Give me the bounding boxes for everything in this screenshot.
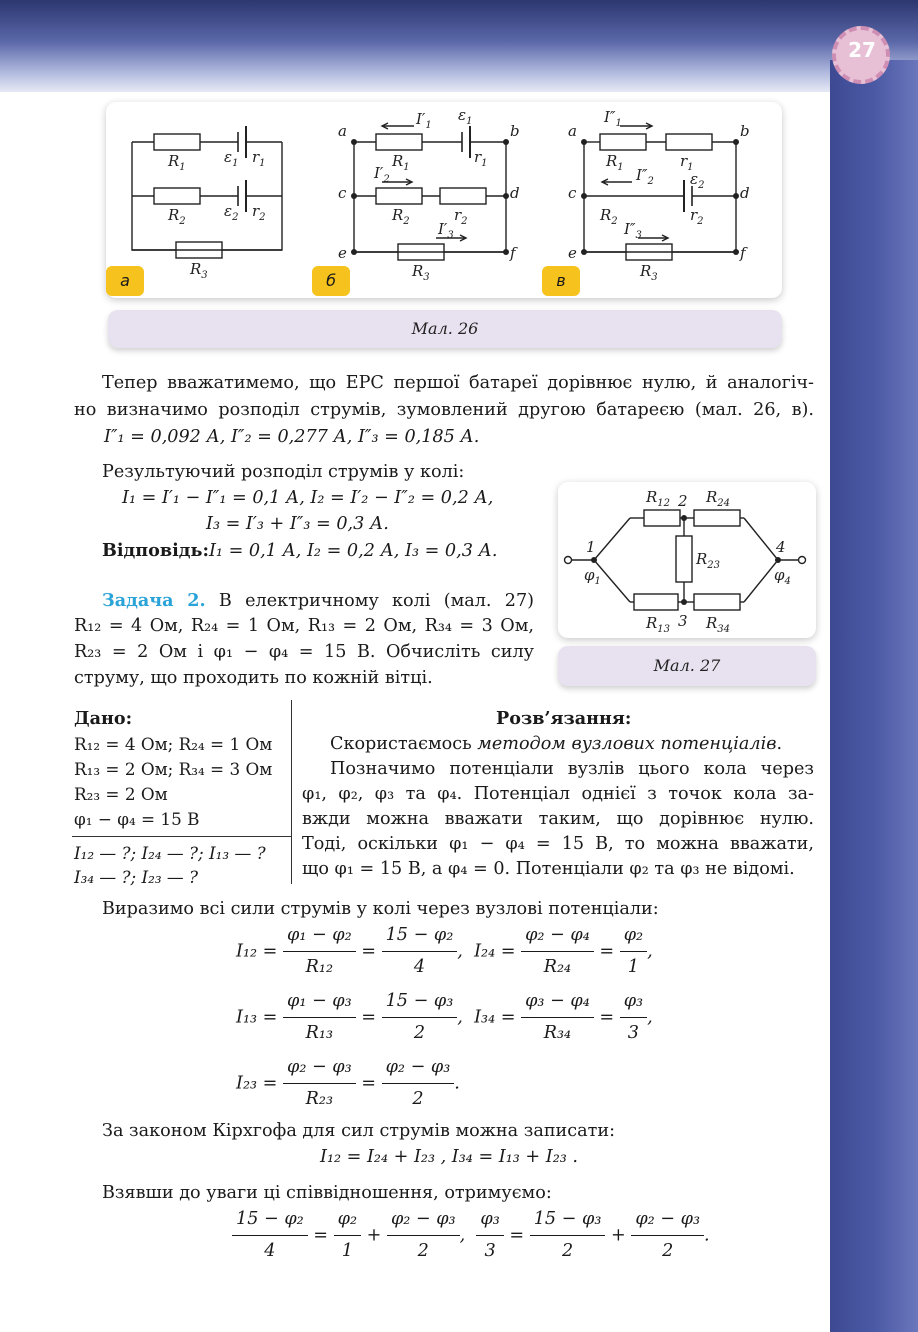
formula-I23-label: I₂₃: [236, 1073, 258, 1094]
svg-text:R1: $R_1$: [392, 152, 410, 173]
denominator: 3: [484, 1241, 496, 1261]
numerator: φ₂ − φ₃: [387, 1206, 460, 1236]
svg-text:φ1: $\varphi_1$: [584, 566, 601, 587]
numerator: φ₁ − φ₃: [283, 988, 356, 1018]
numerator: φ₃ − φ₄: [521, 988, 594, 1018]
answer-line: [102, 537, 497, 565]
svg-text:I″3: $I''_3$: [624, 220, 642, 241]
denominator: 1: [627, 957, 639, 977]
numerator: φ₃: [620, 988, 647, 1018]
svg-text:ε1: $\varepsilon_1$: [458, 106, 473, 127]
svg-text:f: f: [510, 244, 516, 262]
denominator: 2: [662, 1241, 674, 1261]
numerator: φ₃: [476, 1206, 503, 1236]
denominator: 1: [341, 1241, 353, 1261]
svg-text:c: c: [338, 184, 347, 202]
given-divider-horizontal: [72, 836, 292, 837]
svg-text:1: 1: [586, 538, 596, 556]
find-line-1: I₁₂ — ?; I₂₄ — ?; I₁₃ — ?: [74, 843, 266, 863]
solution-line-1-a: Скористаємось: [330, 734, 478, 754]
numerator: φ₂ − φ₃: [382, 1054, 455, 1084]
fraction: [382, 988, 458, 1047]
solution-line-3: φ₁, φ₂, φ₃ та φ₄. Потенціал однієї з точок кола за-: [302, 784, 814, 804]
fraction: [232, 1206, 308, 1265]
denominator: R₂₃: [305, 1089, 334, 1109]
denominator: 2: [413, 1023, 426, 1043]
figure-26-tag-v: в: [542, 266, 580, 296]
header-banner: [0, 0, 918, 92]
circuit-b: [338, 106, 520, 283]
svg-text:R2: $R_2$: [168, 206, 186, 227]
task-2-label: Задача 2.: [102, 590, 206, 611]
solution-title: Розв’язання:: [496, 708, 632, 729]
fraction: [631, 1206, 704, 1265]
svg-text:b: b: [510, 122, 520, 140]
final-equations: $\frac{\text{15 − φ₂}}{4}$ = $\frac{\text{φ₂}}{1}$ + $\frac{\text{φ₂ − φ₃}}{2}$ , $\frac{\text{φ₃}}{3}$ = $\frac{\text{15 − φ₃}}{2}$ + $\frac{\text{φ₂ − φ₃}}{2}$ .: [232, 1206, 710, 1265]
task-2-line-2: R₁₂ = 4 Ом, R₂₄ = 1 Ом, R₁₃ = 2 Ом, R₃₄ = 3 Ом,: [74, 616, 534, 636]
taking-line: Взявши до уваги ці співвідношення, отримуємо:: [102, 1183, 552, 1203]
svg-text:R2: $R_2$: [392, 206, 410, 227]
para-2-line-2: I₁ = I′₁ − I″₁ = 0,1 А, I₂ = I′₂ − I″₂ = 0,2 А,: [122, 488, 494, 508]
para-1-line-1: Тепер вважатимемо, що ЕРС першої батареї дорівнює нулю, й аналогіч-: [102, 373, 814, 393]
task-2-line-3: R₂₃ = 2 Ом і φ₁ − φ₄ = 15 В. Обчисліть силу: [74, 642, 534, 662]
fraction: [620, 922, 647, 981]
svg-text:r1: $r_1$: [252, 148, 266, 169]
fraction: [283, 922, 356, 981]
fraction: [283, 988, 356, 1047]
figure-26-caption: Мал. 26: [108, 310, 782, 348]
svg-text:ε2: $\varepsilon_2$: [690, 170, 705, 191]
svg-text:R24: $R_{24}$: [706, 488, 731, 509]
svg-text:ε2: $\varepsilon_2$: [224, 202, 239, 223]
task-2-intro: В електричному колі (мал. 27): [218, 591, 535, 611]
fraction: [521, 988, 594, 1047]
formula-row-1: I₁₂ = $\frac{\text{φ₁ − φ₂}}{\text{R₁₂}}$ = $\frac{\text{15 − φ₂}}{4}$ , I₂₄ = $\frac{\text{φ₂ − φ₄}}{\text{R₂₄}}$ = $\frac{\text{φ₂}}{1}$ ,: [236, 922, 653, 981]
svg-text:R3: $R_3$: [640, 262, 658, 283]
numerator: φ₂: [334, 1206, 361, 1236]
denominator: 4: [264, 1241, 276, 1261]
solution-line-1-c: .: [776, 734, 783, 754]
numerator: φ₁ − φ₂: [283, 922, 356, 952]
task-2-line-1: [102, 587, 534, 615]
figure-27-diagram: [558, 482, 816, 638]
solution-line-4: вжди можна вважати таким, що дорівнює нулю.: [302, 809, 814, 829]
denominator: R₃₄: [543, 1023, 572, 1043]
figure-26-tag-b: б: [312, 266, 350, 296]
svg-text:d: d: [510, 184, 520, 202]
svg-text:3: 3: [678, 612, 688, 630]
formula-I13-label: I₁₃: [236, 1007, 258, 1028]
numerator: φ₂ − φ₃: [283, 1054, 356, 1084]
fraction: [283, 1054, 356, 1113]
svg-text:4: 4: [776, 538, 786, 556]
svg-text:R13: $R_{13}$: [646, 614, 671, 635]
express-line: Виразимо всі сили струмів у колі через вузлові потенціали:: [102, 899, 659, 919]
given-line-4: φ₁ − φ₄ = 15 В: [74, 809, 200, 829]
svg-text:R34: $R_{34}$: [706, 614, 731, 635]
answer-value: I₁ = 0,1 А, I₂ = 0,2 А, I₃ = 0,3 А.: [208, 541, 498, 561]
svg-text:r2: $r_2$: [454, 206, 468, 227]
figure-26-tag-a: а: [106, 266, 144, 296]
svg-text:R3: $R_3$: [190, 260, 208, 281]
solution-line-6: що φ₁ = 15 В, а φ₄ = 0. Потенціали φ₂ та φ₃ не відомі.: [302, 859, 795, 879]
given-line-1: R₁₂ = 4 Ом; R₂₄ = 1 Ом: [74, 734, 273, 754]
denominator: R₂₄: [543, 957, 572, 977]
method-name: методом вузлових потенціалів: [477, 734, 777, 754]
svg-text:d: d: [740, 184, 750, 202]
formula-I24-label: I₂₄: [474, 941, 496, 962]
solution-line-2: Позначимо потенціали вузлів цього кола через: [330, 759, 814, 779]
denominator: 2: [561, 1241, 574, 1261]
numerator: 15 − φ₃: [382, 988, 458, 1018]
svg-text:I′2: $I'_2$: [374, 164, 390, 185]
svg-text:I′1: $I'_1$: [416, 110, 432, 131]
svg-text:R1: $R_1$: [606, 152, 624, 173]
svg-text:e: e: [338, 244, 347, 262]
solution-line-1: [330, 731, 782, 758]
circuit-a: [132, 126, 282, 281]
given-title: Дано:: [74, 708, 133, 729]
kirchhoff-line: За законом Кірхгофа для сил струмів можна записати:: [102, 1121, 616, 1141]
given-line-2: R₁₃ = 2 Ом; R₃₄ = 3 Ом: [74, 759, 273, 779]
svg-text:R3: $R_3$: [412, 262, 430, 283]
denominator: R₁₂: [305, 957, 334, 977]
fraction: [620, 988, 647, 1047]
given-divider-vertical: [291, 700, 292, 884]
fraction: [382, 1054, 455, 1113]
formula-I34-label: I₃₄: [474, 1007, 496, 1028]
fraction: [476, 1206, 503, 1265]
formula-row-3: I₂₃ = $\frac{\text{φ₂ − φ₃}}{\text{R₂₃}}$ = $\frac{\text{φ₂ − φ₃}}{2}$ .: [236, 1054, 460, 1113]
svg-text:R12: $R_{12}$: [646, 488, 671, 509]
svg-text:e: e: [568, 244, 577, 262]
svg-text:f: f: [740, 244, 746, 262]
svg-text:I″2: $I''_2$: [636, 166, 654, 187]
fraction: [334, 1206, 361, 1265]
numerator: 15 − φ₂: [382, 922, 458, 952]
task-2-line-4: струму, що проходить по кожній вітці.: [74, 668, 433, 688]
formula-row-2: I₁₃ = $\frac{\text{φ₁ − φ₃}}{\text{R₁₃}}$ = $\frac{\text{15 − φ₃}}{2}$ , I₃₄ = $\frac{\text{φ₃ − φ₄}}{\text{R₃₄}}$ = $\frac{\text{φ₃}}{3}$ ,: [236, 988, 653, 1047]
numerator: φ₂ − φ₃: [631, 1206, 704, 1236]
svg-text:R1: $R_1$: [168, 152, 186, 173]
figure-26-diagram: [106, 102, 782, 298]
svg-text:φ4: $\varphi_4$: [774, 566, 791, 587]
svg-text:a: a: [338, 122, 347, 140]
denominator: 2: [412, 1089, 424, 1109]
svg-text:R2: $R_2$: [600, 206, 618, 227]
para-1-currents: I″₁ = 0,092 А, I″₂ = 0,277 А, I″₃ = 0,185 А.: [104, 427, 480, 447]
numerator: φ₂: [620, 922, 647, 952]
para-2-line-1: Результуючий розподіл струмів у колі:: [102, 462, 465, 482]
figure-27-box: [558, 482, 816, 638]
fraction: [382, 922, 458, 981]
find-line-2: I₃₄ — ?; I₂₃ — ?: [74, 867, 199, 887]
answer-label: Відповідь:: [102, 540, 209, 561]
given-line-3: R₂₃ = 2 Ом: [74, 784, 168, 804]
numerator: 15 − φ₃: [530, 1206, 606, 1236]
para-2-line-3: I₃ = I′₃ + I″₃ = 0,3 А.: [206, 514, 389, 534]
svg-text:I″1: $I''_1$: [604, 108, 622, 129]
denominator: R₁₃: [305, 1023, 334, 1043]
svg-text:r1: $r_1$: [680, 152, 694, 173]
page-number: 27: [848, 38, 876, 62]
svg-text:R23: $R_{23}$: [696, 550, 721, 571]
svg-text:a: a: [568, 122, 577, 140]
numerator: φ₂ − φ₄: [521, 922, 594, 952]
svg-text:c: c: [568, 184, 577, 202]
fraction: [387, 1206, 460, 1265]
numerator: 15 − φ₂: [232, 1206, 308, 1236]
svg-text:r2: $r_2$: [690, 206, 704, 227]
figure-27-caption: Мал. 27: [558, 646, 816, 686]
svg-text:r1: $r_1$: [474, 148, 488, 169]
fraction: [521, 922, 594, 981]
denominator: 4: [413, 957, 426, 977]
svg-text:ε1: $\varepsilon_1$: [224, 148, 239, 169]
denominator: 2: [417, 1241, 429, 1261]
kirchhoff-equation: I₁₂ = I₂₄ + I₂₃ , I₃₄ = I₁₃ + I₂₃ .: [320, 1147, 579, 1167]
side-decoration-panel: [830, 60, 918, 1332]
formula-I12-label: I₁₂: [236, 941, 258, 962]
figure-26-box: [106, 102, 782, 298]
circuit-v: [568, 108, 750, 283]
solution-line-5: Тоді, оскільки φ₁ − φ₄ = 15 В, то можна вважати,: [302, 834, 814, 854]
para-1-line-2: но визначимо розподіл струмів, зумовлений другою батареєю (мал. 26, в).: [74, 400, 814, 420]
svg-text:r2: $r_2$: [252, 202, 266, 223]
svg-text:I′3: $I'_3$: [438, 220, 454, 241]
svg-text:b: b: [740, 122, 750, 140]
svg-text:2: 2: [678, 492, 688, 510]
denominator: 3: [627, 1023, 639, 1043]
fraction: [530, 1206, 606, 1265]
